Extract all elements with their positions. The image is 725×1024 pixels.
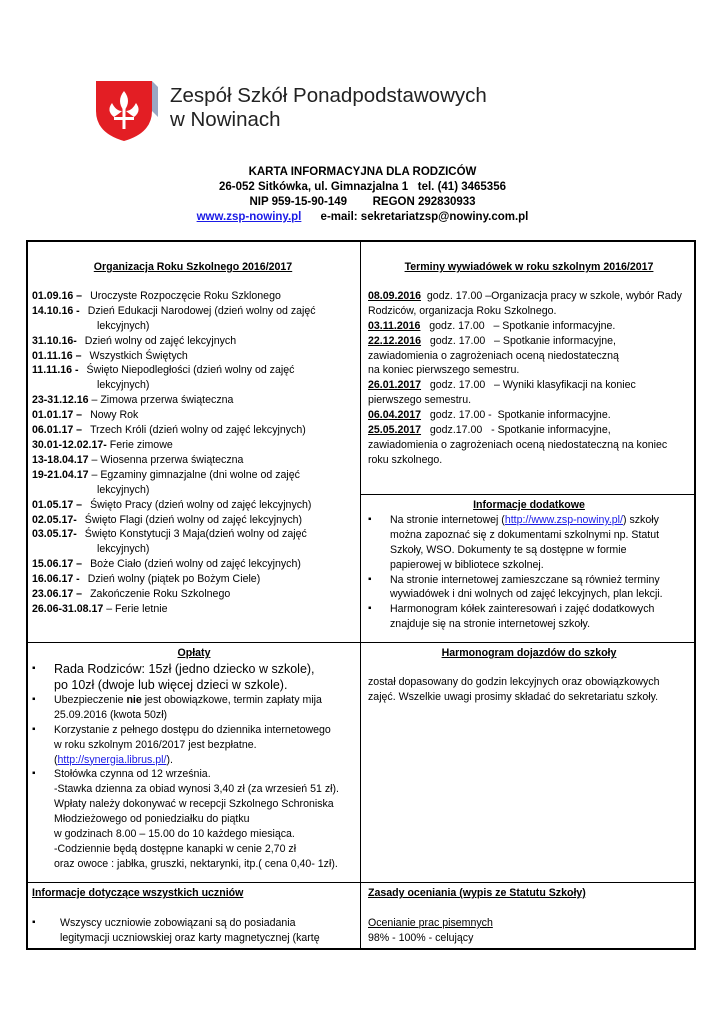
list-item-continuation: Rodziców, organizacja Roku Szkolnego.	[368, 304, 557, 317]
list-item: ▪ Na stronie internetowej (http://www.zsp-nowiny.pl/) szkoły można zapoznać się z dokumentami szkolnymi np. Statut Szkoły, WSO. Dokumenty te są dostępne w formie papierowej w bibliotece szkolnej.	[368, 513, 690, 573]
list-item: 19-21.04.17 – Egzaminy gimnazjalne (dni wolne od zajęć	[32, 468, 300, 481]
list-item: 03.05.17- Święto Konstytucji 3 Maja(dzień wolny od zajęć	[32, 528, 307, 541]
row-divider	[27, 642, 695, 643]
list-item-continuation: zawiadomienia o zagrożeniach oceną niedostateczną na koniec	[368, 438, 668, 451]
list-item: 23.06.17 – Zakończenie Roku Szkolnego	[32, 588, 231, 601]
meetings-section	[368, 260, 690, 468]
fees-title: Opłaty	[177, 647, 211, 659]
list-item: lekcyjnych)	[97, 379, 150, 392]
list-item: ▪ Rada Rodziców: 15zł (jedno dziecko w szkole), po 10zł (dwoje lub więcej dzieci w szkole).	[32, 661, 356, 693]
list-item: ▪ Na stronie internetowej zamieszczane są również terminy wywiadówek i dni wolnych od zajęć lekcyjnych, plan lekcji.	[368, 573, 690, 603]
school-name: Zespół Szkół Ponadpodstawowych w Nowinach	[170, 84, 487, 131]
list-item-continuation: roku szkolnego.	[368, 453, 443, 466]
list-item: 06.01.17 – Trzech Króli (dzień wolny od zajęć lekcyjnych)	[32, 424, 306, 437]
grading-section	[368, 886, 690, 946]
school-year-list	[32, 289, 354, 617]
list-item: 30.01-12.02.17- Ferie zimowe	[32, 438, 173, 451]
row-divider	[360, 494, 695, 495]
list-item: 01.05.17 – Święto Pracy (dzień wolny od zajęć lekcyjnych)	[32, 498, 312, 511]
list-item: 14.10.16 - Dzień Edukacji Narodowej (dzień wolny od zajęć	[32, 304, 316, 317]
school-logo	[92, 77, 158, 143]
list-item: lekcyjnych)	[97, 319, 150, 332]
grading-line: 98% - 100% - celujący	[368, 931, 474, 944]
students-section	[32, 886, 356, 946]
list-item: ▪ Ubezpieczenie nie jest obowiązkowe, termin zapłaty mija 25.09.2016 (kwota 50zł)	[32, 693, 356, 723]
list-item: 08.09.2016 godz. 17.00 –Organizacja pracy w szkole, wybór Rady	[368, 289, 682, 302]
list-item: 22.12.2016 godz. 17.00 – Spotkanie informacyjne,	[368, 334, 616, 347]
list-item: 15.06.17 – Boże Ciało (dzień wolny od zajęć lekcyjnych)	[32, 558, 301, 571]
school-year-title: Organizacja Roku Szkolnego 2016/2017	[93, 261, 293, 273]
list-item: 01.01.17 – Nowy Rok	[32, 409, 139, 422]
list-item: 26.01.2017 godz. 17.00 – Wyniki klasyfikacji na koniec	[368, 379, 636, 392]
email: e-mail: sekretariatzsp@nowiny.com.pl	[301, 211, 529, 223]
list-item: 06.04.2017 godz. 17.00 - Spotkanie informacyjne.	[368, 409, 611, 422]
list-item: 13-18.04.17 – Wiosenna przerwa świąteczna	[32, 453, 244, 466]
list-item: 23-31.12.16 – Zimowa przerwa świąteczna	[32, 394, 234, 407]
list-item: ▪ Stołówka czynna od 12 września. -Stawka dzienna za obiad wynosi 3,40 zł (za wrzesień 51 zł). Wpłaty należy dokonywać w recepcji Szkolnego Schroniska Młodzieżowego od poniedziałku do piątku w godzinach 8.00 – 15.00 do 10 każdego miesiąca. -Codziennie będą dostępne kanapki w cenie 2,70 zł oraz owoce : jabłka, gruszki, nektarynki, itp.( cena 0,40- 1zł).	[32, 767, 356, 871]
list-item-continuation: na koniec pierwszego semestru.	[368, 364, 520, 377]
students-title: Informacje dotyczące wszystkich uczniów	[32, 887, 244, 899]
list-item: 16.06.17 - Dzień wolny (piątek po Bożym Ciele)	[32, 573, 261, 586]
list-item: 31.10.16- Dzień wolny od zajęć lekcyjnych	[32, 334, 237, 347]
school-website-link[interactable]: http://www.zsp-nowiny.pl/	[504, 513, 623, 526]
bus-schedule-title: Harmonogram dojazdów do szkoły	[441, 647, 617, 659]
list-item: ▪ Wszyscy uczniowie zobowiązani są do posiadania legitymacji uczniowskiej oraz karty magnetycznej (kartę	[32, 916, 356, 946]
list-item: 02.05.17- Święto Flagi (dzień wolny od zajęć lekcyjnych)	[32, 513, 303, 526]
bus-schedule-section: Harmonogram dojazdów do szkoły został dopasowany do godzin lekcyjnych oraz obowiązkowych zajęć. Wszelkie uwagi prosimy składać do sekretariatu szkoły.	[368, 646, 690, 705]
list-item-continuation: zawiadomienia o zagrożeniach oceną niedostateczną	[368, 349, 619, 362]
nip-regon: NIP 959-15-90-149 REGON 292830933	[249, 196, 476, 208]
list-item: 26.06-31.08.17 – Ferie letnie	[32, 602, 168, 615]
header-info	[0, 165, 725, 225]
address: 26-052 Sitkówka, ul. Gimnazjalna 1 tel. (41) 3465356	[218, 181, 506, 193]
website-link[interactable]: www.zsp-nowiny.pl	[196, 211, 302, 223]
list-item: ▪ Harmonogram kółek zainteresowań i zajęć dodatkowych znajduje się na stronie internetowej szkoły.	[368, 602, 690, 632]
fees-section	[32, 646, 356, 872]
list-item: ▪ Korzystanie z pełnego dostępu do dziennika internetowego w roku szkolnym 2016/2017 jest bezpłatne. (http://synergia.librus.pl/).	[32, 723, 356, 768]
librus-link[interactable]: http://synergia.librus.pl/	[57, 753, 167, 766]
list-item: 03.11.2016 godz. 17.00 – Spotkanie informacyjne.	[368, 319, 616, 332]
grading-subtitle: Ocenianie prac pisemnych	[368, 916, 493, 929]
list-item: 01.11.16 – Wszystkich Świętych	[32, 349, 188, 362]
list-item: 11.11.16 - Święto Niepodległości (dzień wolny od zajęć	[32, 364, 295, 377]
column-divider	[360, 241, 361, 949]
list-item: 25.05.2017 godz.17.00 - Spotkanie informacyjne,	[368, 424, 611, 437]
grading-title: Zasady oceniania (wypis ze Statutu Szkoły)	[368, 887, 586, 899]
additional-info-title: Informacje dodatkowe	[473, 499, 585, 511]
meetings-list	[368, 289, 690, 468]
meetings-title: Terminy wywiadówek w roku szkolnym 2016/2017	[404, 261, 654, 273]
row-divider	[27, 882, 695, 883]
doc-title: KARTA INFORMACYJNA DLA RODZICÓW	[248, 166, 477, 178]
school-year-section	[32, 260, 354, 617]
list-item: lekcyjnych)	[97, 483, 150, 496]
list-item: lekcyjnych)	[97, 543, 150, 556]
list-item: 01.09.16 – Uroczyste Rozpoczęcie Roku Szklonego	[32, 289, 281, 302]
list-item-continuation: pierwszego semestru.	[368, 394, 472, 407]
additional-info-section	[368, 498, 690, 632]
